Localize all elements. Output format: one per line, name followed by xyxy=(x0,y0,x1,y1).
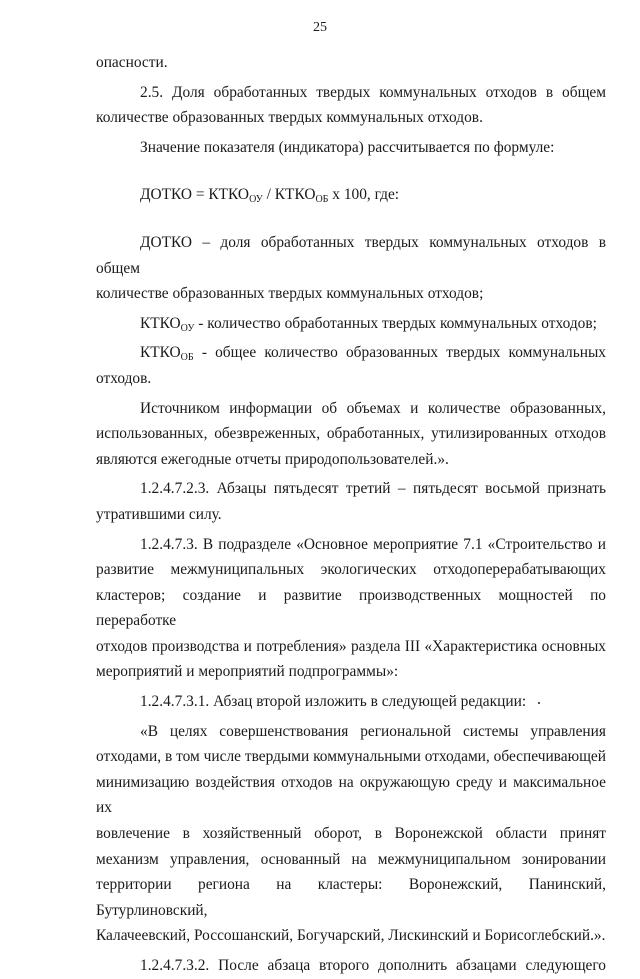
term: КТКО xyxy=(140,314,181,332)
text-line: опасности. xyxy=(96,54,168,71)
definition-ktko-ob xyxy=(96,340,606,366)
text-line: отходов производства и потребления» раздела III «Характеристика основных xyxy=(96,637,606,655)
item-1-2-4-7-2-3: 1.2.4.7.2.3. Абзацы пятьдесят третий – пятьдесят восьмой признать xyxy=(140,480,606,498)
text-line: минимизацию воздействия отходов на окружающую среду и максимальное их xyxy=(96,773,606,817)
formula-part: / КТКО xyxy=(262,186,316,204)
stray-mark-icon xyxy=(538,702,540,704)
text-line: Калачеевский, Россошанский, Богучарский, Лискинский и Борисоглебский.». xyxy=(96,927,606,945)
document-body xyxy=(96,50,606,979)
item-1-2-4-7-3-1 xyxy=(96,689,606,715)
text-line: отходами, в том числе твердыми коммунальными отходами, обеспечивающей xyxy=(96,748,606,766)
paragraph-2-5: 2.5. Доля обработанных твердых коммунальных отходов в общем xyxy=(140,83,606,101)
definition-dotko: ДОТКО – доля обработанных твердых коммунальных отходов в общем xyxy=(96,233,606,277)
formula xyxy=(96,182,606,208)
quote-paragraph: «В целях совершенствования региональной системы управления xyxy=(140,722,606,740)
text-line: территории региона на кластеры: Воронежский, Панинский, Бутурлиновский, xyxy=(96,876,606,919)
subscript: ОБ xyxy=(180,352,194,364)
text-line: отходов. xyxy=(96,369,152,387)
page-number: 25 xyxy=(313,20,327,35)
term: КТКО xyxy=(140,344,181,362)
definition-ktko-ou xyxy=(96,311,606,337)
text-line: механизм управления, основанный на межмуниципальном зонировании xyxy=(96,850,606,868)
text-line: использованных, обезвреженных, обработанных, утилизированных отходов xyxy=(96,425,606,443)
source-paragraph: Источником информации об объемах и количестве образованных, xyxy=(140,399,606,417)
text-line: количестве образованных твердых коммунальных отходов; xyxy=(96,285,484,303)
text-line: количестве образованных твердых коммунальных отходов. xyxy=(96,109,483,127)
definition-text: - количество обработанных твердых коммунальных отходов; xyxy=(194,314,597,332)
subscript: ОУ xyxy=(249,194,263,206)
subscript: ОБ xyxy=(315,194,329,206)
formula-part: х 100, где: xyxy=(328,186,400,204)
definition-text: - общее количество образованных твердых коммунальных xyxy=(193,344,606,362)
formula-part: ДОТКО = КТКО xyxy=(140,186,250,204)
text-line: являются ежегодные отчеты природопользователей.». xyxy=(96,450,449,468)
subscript: ОУ xyxy=(180,322,195,334)
item-1-2-4-7-3-2: 1.2.4.7.3.2. После абзаца второго дополнить абзацами следующего xyxy=(140,957,606,974)
text-line: кластеров; создание и развитие производственных мощностей по переработке xyxy=(96,586,606,630)
item-1-2-4-7-3: 1.2.4.7.3. В подразделе «Основное мероприятие 7.1 «Строительство и xyxy=(140,535,606,553)
text-line: развитие межмуниципальных экологических отходоперерабатывающих xyxy=(96,561,606,579)
text-line: утратившими силу. xyxy=(96,505,222,523)
text-line: мероприятий и мероприятий подпрограммы»: xyxy=(96,663,399,681)
text-line: вовлечение в хозяйственный оборот, в Воронежской области принят xyxy=(96,825,606,843)
item-text: 1.2.4.7.3.1. Абзац второй изложить в следующей редакции: xyxy=(140,693,527,711)
formula-intro: Значение показателя (индикатора) рассчитывается по формуле: xyxy=(140,138,555,156)
